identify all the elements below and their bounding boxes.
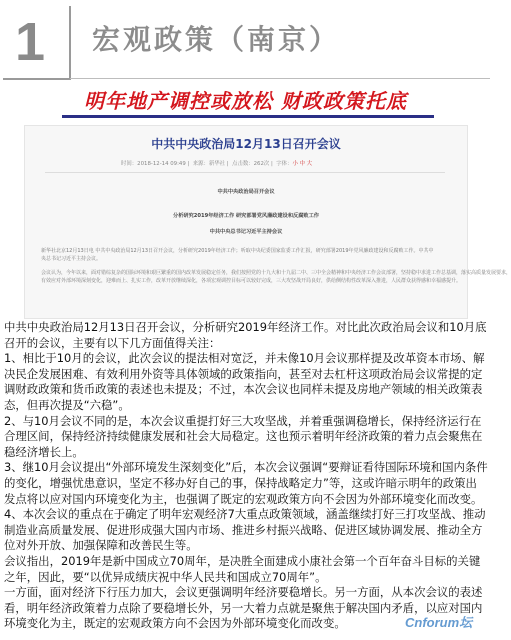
- article-source: 来源：新华社: [192, 161, 226, 167]
- article-screenshot: [24, 125, 511, 319]
- article-divider: [45, 172, 445, 173]
- section-header: [0, 0, 491, 80]
- paragraph-point-1: 1、相比于10月的会议，此次会议的提法相对宽泛，并未像10月会议那样提及改革资本市场、解决民企发展困难、有效利用外资等具体领域的政策指向，甚至对去杠杆这项政治局会议常提的定调财政政策和货币政策的表述也未提及；不过，本次会议也同样未提及房地产领域的相关政策表态，但再次提及“六稳”。: [4, 351, 485, 412]
- article-body-line: 新华社北京12月13日电 中共中央政治局12月13日召开会议，分析研究2019年经济工作；听取中央纪委国家监委工作汇报，研究部署2019年党风廉政建设和反腐败工作。中共中: [41, 248, 434, 254]
- article-subtitle-2: 分析研究2019年经济工作 研究部署党风廉政建设和反腐败工作: [173, 213, 319, 219]
- section-number: 1: [15, 12, 46, 72]
- paragraph-point-2: 2、与10月会议不同的是，本次会议重提打好三大攻坚战，并着重强调稳增长，保持经济运行在合理区间，保持经济持续健康发展和社会大局稳定。这也预示着明年经济政策的着力点会聚焦在稳经济增长上。: [4, 413, 483, 459]
- article-clicks: 点击数：262次: [232, 161, 270, 167]
- headline-underline: [62, 115, 434, 118]
- paragraph-intro: 中共中央政治局12月13日召开会议，分析研究2019年经济工作。对比此次政治局会议和10月底召开的会议，主要有以下几方面值得关注：: [4, 320, 487, 350]
- article-body-line: 有效应对外部环境深刻变化，迎难而上、扎实工作，改革开放继续深化，各项宏观调控目标可以较好完成，三大攻坚战开局良好，供给侧结构性改革深入推进，人民群众获得感和幸福感提升。: [41, 278, 462, 284]
- article-body-line: 央总书记习近平主持会议。: [41, 256, 102, 262]
- section-number-box: [3, 6, 71, 80]
- article-title: 中共中央政治局12月13日召开会议: [151, 137, 341, 151]
- paragraph-point-4: 4、本次会议的重点在于确定了明年宏观经济7大重点政策领域，涵盖继续打好三打攻坚战、推动制造业高质量发展、促进形成强大国内市场、推进乡村振兴战略、促进区域协调发展、推动全方位对外开放、加强保障和改善民生等。: [4, 507, 486, 553]
- article-body-line: 会议认为，今年以来，面对错综复杂的国际环境和艰巨繁重的国内改革发展稳定任务，我们按照党的十九大和十九届二中、三中全会精神和中央经济工作会议部署，坚持稳中求进工作总基调，落实高质量发展要求，: [41, 270, 511, 276]
- paragraph-point-3: 3、继10月会议提出“外部环境发生深刻变化”后，本次会议强调“要辩证看待国际环境和国内条件的变化，增强忧患意识，坚定不移办好自己的事，保持战略定力”等，这或许暗示明年的政策出发点将以应对国内环境变化为主，也强调了既定的宏观政策方向不会因为外部环境变化而改变。: [4, 460, 488, 506]
- article-subtitle-1: 中共中央政治局召开会议: [217, 189, 275, 195]
- font-size-label: 字体：: [276, 161, 293, 167]
- watermark-logo: Cnforum坛: [405, 615, 473, 630]
- article-subtitle-3: 中共中央总书记习近平主持会议: [209, 229, 283, 235]
- font-size-options[interactable]: 小 中 大: [292, 161, 313, 167]
- analysis-text: [4, 320, 488, 632]
- header-divider: [70, 78, 490, 79]
- article-date: 时间：2018-12-14 09:49: [121, 161, 186, 167]
- slide-headline: 明年地产调控或放松 财政政策托底: [84, 89, 407, 113]
- section-title: 宏观政策（南京）: [92, 23, 341, 56]
- paragraph-conclusion: 一方面，面对经济下行压力加大，会议更强调明年经济要稳增长。另一方面，从本次会议的表述看，明年经济政策着力点除了要稳增长外，另一大着力点就是聚焦于解决国内矛盾，以应对国内环境变化为主，既定的宏观政策方向不会因为外部环境变化而改变。: [4, 585, 483, 631]
- paragraph-meeting: 会议指出，2019年是新中国成立70周年，是决胜全面建成小康社会第一个百年奋斗目标的关键之年，因此，要“以优异成绩庆祝中华人民共和国成立70周年”。: [4, 553, 481, 584]
- article-meta: 时间：2018-12-14 09:49 | 来源：新华社 | 点击数：262次 | 字体：小 中 大: [121, 161, 313, 167]
